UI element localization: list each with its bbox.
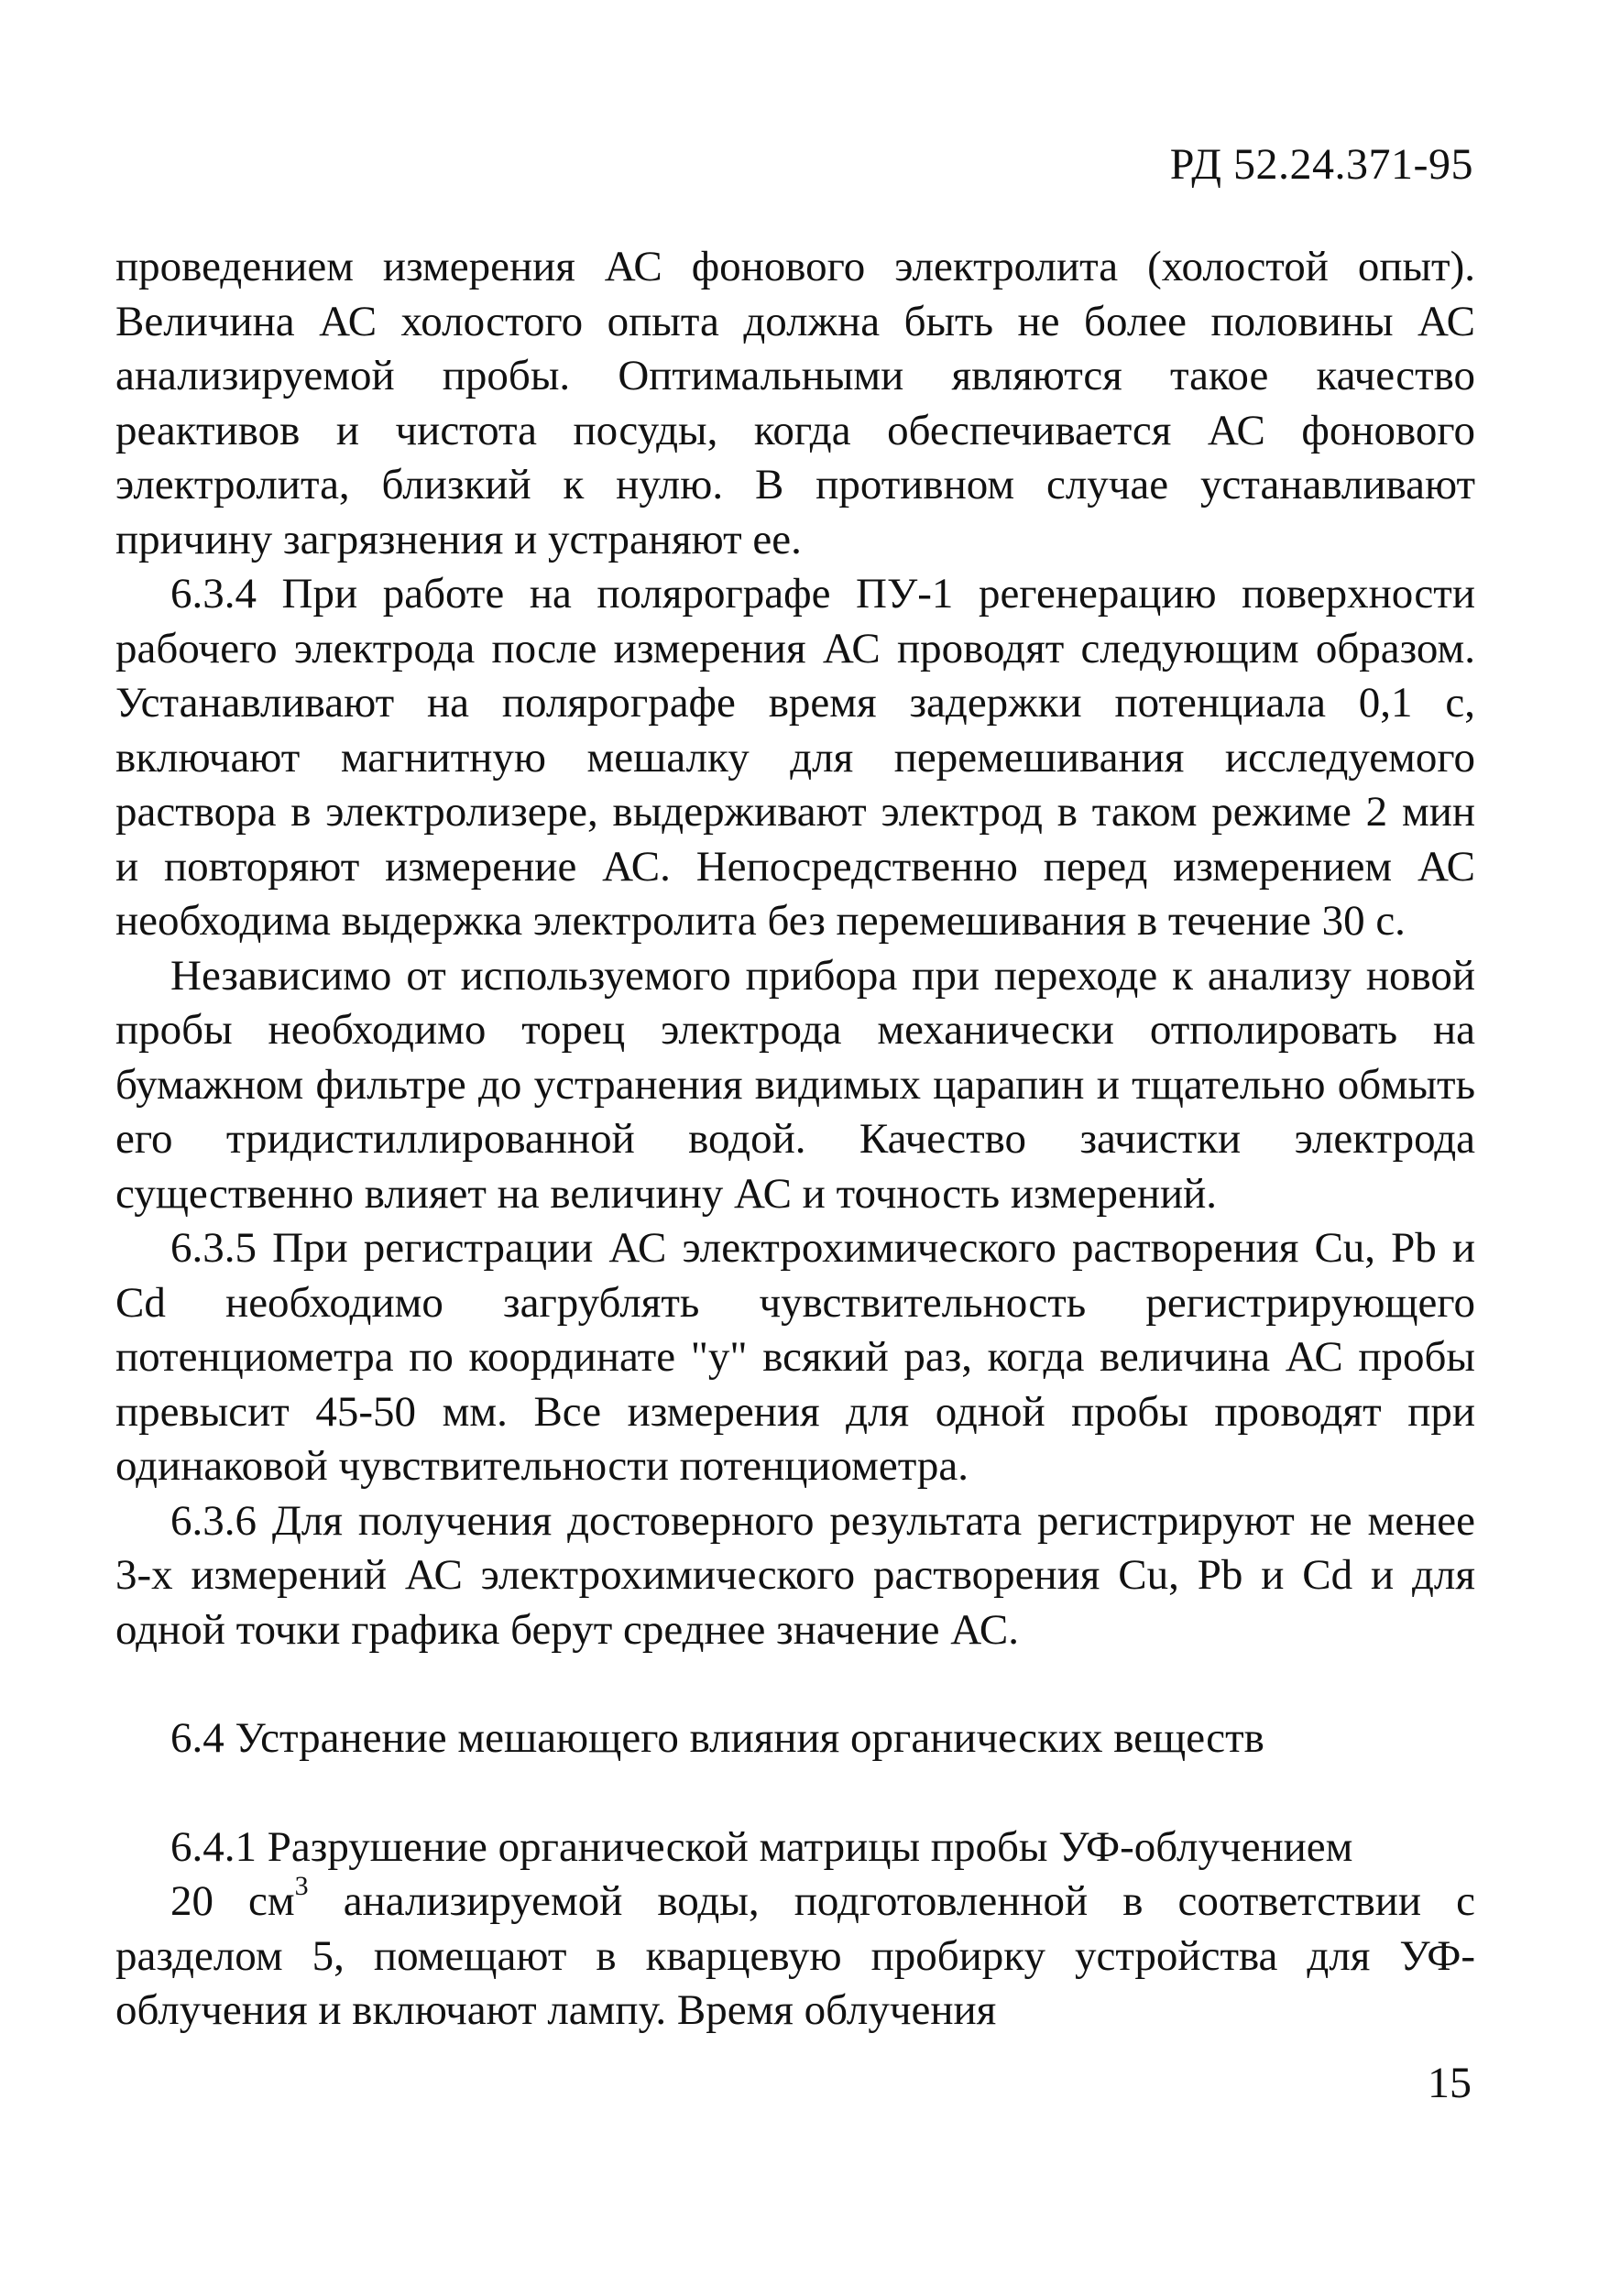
section-heading-6-4: 6.4 Устранение мешающего влияния органических веществ: [170, 1714, 1264, 1762]
paragraph-6-3-6: 6.3.6 Для получения достоверного результата регистрируют не менее 3-х измерений АС электрохимического растворения Cu, Pb и Cd и для одной точки графика берут среднее значение АС.: [115, 1496, 1475, 1654]
subsection-heading-6-4-1: 6.4.1 Разрушение органической матрицы пробы УФ-облучением: [170, 1822, 1353, 1871]
volume-text: 20 см: [170, 1877, 295, 1925]
uv-procedure-text: анализируемой воды, подготовленной в соответствии с разделом 5, помещают в кварцевую пробирку устройства для УФ-облучения и включают лампу. Время облучения: [115, 1877, 1475, 2034]
superscript-3: 3: [294, 1871, 309, 1901]
document-code: РД 52.24.371-95: [1169, 140, 1473, 189]
paragraph-6-3-4: 6.3.4 При работе на полярографе ПУ-1 регенерацию поверхности рабочего электрода после измерения АС проводят следующим образом. Устанавливают на полярографе время задержки потенциала 0,1 с, включают магнитную мешалку для перемешивания исследуемого раствора в электролизере, выдерживают электрод в таком режиме 2 мин и повторяют измерение АС. Непосредственно перед измерением АС необходима выдержка электролита без перемешивания в течение 30 с.: [115, 570, 1475, 945]
page-number: 15: [1428, 2059, 1472, 2107]
page-body: [115, 240, 1475, 2039]
paragraph-uv-irradiation: [115, 1871, 1475, 2039]
paragraph-blank-test: проведением измерения АС фонового электролита (холостой опыт). Величина АС холостого опыта должна быть не более половины АС анализируемой пробы. Оптимальными являются такое качество реактивов и чистота посуды, когда обеспечивается АС фонового электролита, близкий к нулю. В противном случае устанавливают причину загрязнения и устраняют ее.: [115, 243, 1475, 563]
paragraph-6-3-5: 6.3.5 При регистрации АС электрохимического растворения Cu, Pb и Cd необходимо загрублять чувствительность регистрирующего потенциометра по координате "y" всякий раз, когда величина АС пробы превысит 45-50 мм. Все измерения для одной пробы проводят при одинаковой чувствительности потенциометра.: [115, 1224, 1475, 1490]
paragraph-electrode-polishing: Независимо от используемого прибора при переходе к анализу новой пробы необходимо торец электрода механически отполировать на бумажном фильтре до устранения видимых царапин и тщательно обмыть его тридистиллированной водой. Качество зачистки электрода существенно влияет на величину АС и точность измерений.: [115, 951, 1475, 1218]
